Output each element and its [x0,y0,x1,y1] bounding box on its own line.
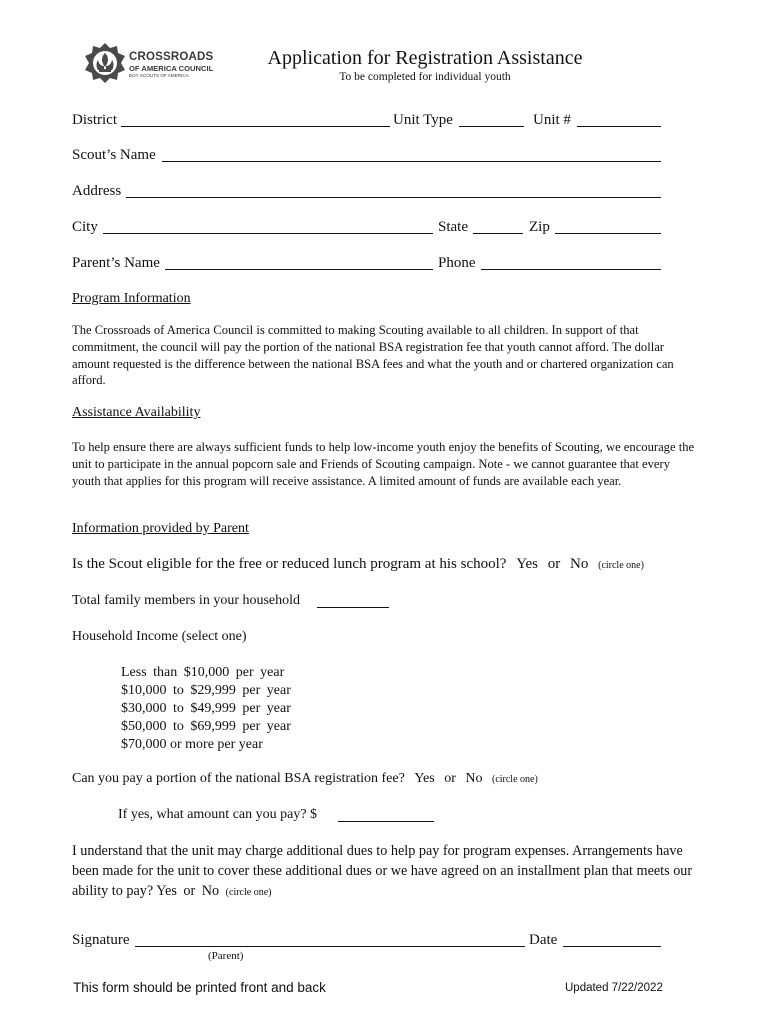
zip-label: Zip [529,219,550,235]
lunch-or: or [547,556,561,572]
pay-amount-field[interactable] [338,821,434,822]
date-field[interactable] [563,946,661,947]
unit-type-field[interactable] [459,126,524,127]
signature-caption: (Parent) [208,950,244,962]
income-option[interactable]: $50,000 to $69,999 per year [121,719,291,734]
understand-or: or [183,883,196,899]
income-options-list [121,664,291,754]
pay-circle-one: (circle one) [491,774,538,785]
parent-name-label: Parent’s Name [72,255,160,271]
address-label: Address [72,183,122,199]
address-field[interactable] [126,197,661,198]
understand-yes-option[interactable]: Yes [156,883,177,899]
family-members-field[interactable] [317,607,389,608]
unit-number-label: Unit # [533,112,571,128]
parent-info-heading: Information provided by Parent [72,521,249,536]
scout-name-label: Scout’s Name [72,147,156,163]
signature-label: Signature [72,932,130,948]
city-field[interactable] [103,233,433,234]
phone-field[interactable] [481,269,661,270]
understand-no-option[interactable]: No [201,883,220,899]
lunch-no-option[interactable]: No [570,556,589,572]
lunch-yes-option[interactable]: Yes [516,556,539,572]
pay-yes-option[interactable]: Yes [414,771,435,786]
availability-heading: Assistance Availability [72,405,201,420]
unit-type-label: Unit Type [393,112,453,128]
state-field[interactable] [473,233,523,234]
district-field[interactable] [121,126,390,127]
zip-field[interactable] [555,233,661,234]
understand-paragraph [72,841,702,903]
availability-text: To help ensure there are always sufficient funds to help low-income youth enjoy the benefits of Scouting, we encourage the unit to participate in the annual popcorn sale and Friends of Scouting campaign. Note - we cannot guarantee that every youth that applies for this program will receive assistance. A limited amount of funds are available each year. [72,440,695,488]
unit-number-field[interactable] [577,126,661,127]
signature-field[interactable] [135,946,525,947]
lunch-circle-one: (circle one) [598,560,644,571]
lunch-question: Is the Scout eligible for the free or reduced lunch program at his school? [72,556,507,572]
city-label: City [72,219,98,235]
pay-question: Can you pay a portion of the national BSA registration fee? [72,771,405,786]
logo-tagline: BOY SCOUTS OF AMERICA [129,73,189,78]
footer-note: This form should be printed front and back [73,980,326,995]
date-label: Date [529,932,558,948]
family-members-label: Total family members in your household [72,593,301,608]
income-option[interactable]: $70,000 or more per year [121,737,263,752]
pay-or: or [444,771,456,786]
pay-amount-label: If yes, what amount can you pay? $ [118,807,318,822]
program-heading: Program Information [72,291,191,306]
pay-question-row [72,771,538,788]
lunch-question-row [72,556,644,574]
phone-label: Phone [438,255,476,271]
program-text: The Crossroads of America Council is committed to making Scouting available to all children. In support of that commitment, the council will pay the portion of the national BSA registration fee that youth cannot afford. The dollar amount requested is the difference between the national BSA fees and what the youth and or chartered organization can afford. [72,323,674,388]
logo-subname: OF AMERICA COUNCIL [129,64,214,73]
income-option[interactable]: $30,000 to $49,999 per year [121,701,291,716]
understand-circle-one: (circle one) [225,887,272,898]
footer-updated: Updated 7/22/2022 [565,982,663,994]
page-title: Application for Registration Assistance [267,47,583,69]
income-option[interactable]: $10,000 to $29,999 per year [121,683,291,698]
understand-text: I understand that the unit may charge additional dues to help pay for program expenses. Arrangements have been made for the unit to cover these additional dues or we have agreed on an installment plan that meets our ability to pay? [72,843,693,899]
page-subtitle: To be completed for individual youth [339,71,511,83]
pay-no-option[interactable]: No [465,771,483,786]
logo-name: CROSSROADS [129,51,214,63]
state-label: State [438,219,468,235]
district-label: District [72,112,117,128]
income-label: Household Income (select one) [72,629,247,644]
income-option[interactable]: Less than $10,000 per year [121,665,285,680]
scout-name-field[interactable] [162,161,661,162]
parent-name-field[interactable] [165,269,433,270]
